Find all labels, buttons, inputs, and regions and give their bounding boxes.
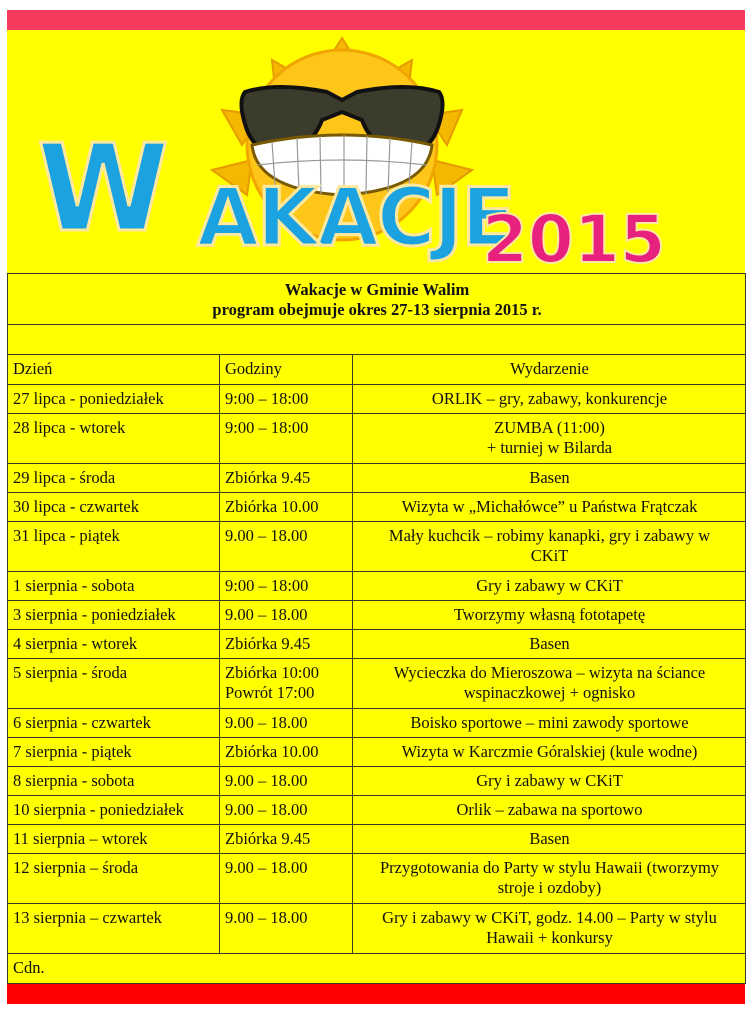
event-line: Gry i zabawy w CKiT [476, 771, 623, 790]
day-cell: 27 lipca - poniedziałek [8, 385, 220, 414]
hours-line: Zbiórka 10.00 [225, 497, 319, 516]
table-row [8, 738, 746, 767]
table-row [8, 493, 746, 522]
hours-cell [220, 464, 353, 493]
title-line2: program obejmuje okres 27-13 sierpnia 2015 r. [212, 300, 542, 319]
hours-line: 9:00 – 18:00 [225, 576, 309, 595]
table-row [8, 414, 746, 464]
hours-line: Powrót 17:00 [225, 683, 315, 702]
hours-cell [220, 825, 353, 854]
day-cell: 11 sierpnia – wtorek [8, 825, 220, 854]
day-cell: 6 sierpnia - czwartek [8, 709, 220, 738]
table-row [8, 522, 746, 572]
hours-line: 9.00 – 18.00 [225, 908, 308, 927]
hours-cell [220, 709, 353, 738]
header-event: Wydarzenie [353, 355, 746, 385]
footer-row [8, 954, 746, 984]
hours-cell [220, 630, 353, 659]
hours-cell [220, 493, 353, 522]
table-row [8, 854, 746, 904]
hours-line: Zbiórka 9.45 [225, 829, 311, 848]
event-line: Tworzymy własną fototapetę [453, 605, 646, 624]
event-line: wspinaczkowej + ognisko [463, 683, 636, 702]
day-cell: 13 sierpnia – czwartek [8, 904, 220, 954]
event-line: Boisko sportowe – mini zawody sportowe [410, 713, 689, 732]
event-line: Wizyta w Karczmie Góralskiej (kule wodne) [401, 742, 698, 761]
event-cell [353, 854, 746, 904]
event-cell [353, 904, 746, 954]
event-cell [353, 414, 746, 464]
event-line: Mały kuchcik – robimy kanapki, gry i zabawy w [388, 526, 711, 545]
title-line1: Wakacje w Gminie Walim [284, 280, 470, 299]
event-cell [353, 630, 746, 659]
event-cell [353, 385, 746, 414]
hours-line: 9:00 – 18:00 [225, 389, 309, 408]
hours-cell [220, 854, 353, 904]
day-cell: 8 sierpnia - sobota [8, 767, 220, 796]
logo-rest: AKACJE [197, 171, 514, 264]
hours-cell [220, 738, 353, 767]
event-cell [353, 825, 746, 854]
event-line: Orlik – zabawa na sportowo [456, 800, 643, 819]
hours-line: 9.00 – 18.00 [225, 858, 308, 877]
schedule-table [7, 273, 746, 984]
table-row [8, 630, 746, 659]
hours-line: Zbiórka 9.45 [225, 634, 311, 653]
hours-cell [220, 767, 353, 796]
hours-cell [220, 385, 353, 414]
day-cell: 30 lipca - czwartek [8, 493, 220, 522]
hours-line: Zbiórka 9.45 [225, 468, 311, 487]
header-hours: Godziny [220, 355, 353, 385]
event-line: Gry i zabawy w CKiT, godz. 14.00 – Party w stylu [382, 908, 717, 927]
event-line: Basen [529, 829, 570, 848]
hours-cell [220, 414, 353, 464]
event-cell [353, 572, 746, 601]
hours-line: 9:00 – 18:00 [225, 418, 309, 437]
event-cell [353, 767, 746, 796]
hours-cell [220, 659, 353, 709]
table-row [8, 709, 746, 738]
poster [7, 10, 745, 1004]
header-day: Dzień [8, 355, 220, 385]
table-row [8, 767, 746, 796]
event-line: Basen [529, 468, 570, 487]
event-line: Przygotowania do Party w stylu Hawaii (tworzymy [379, 858, 720, 877]
day-cell: 4 sierpnia - wtorek [8, 630, 220, 659]
hours-line: Zbiórka 10:00 [225, 663, 319, 682]
hours-line: 9.00 – 18.00 [225, 526, 308, 545]
day-cell: 12 sierpnia – środa [8, 854, 220, 904]
event-cell [353, 464, 746, 493]
sun-logo-icon [7, 30, 745, 273]
event-line: + turniej w Bilarda [486, 438, 613, 457]
table-row [8, 601, 746, 630]
event-line: stroje i ozdoby) [497, 878, 602, 897]
event-line: ZUMBA (11:00) [494, 418, 605, 437]
table-row [8, 904, 746, 954]
hours-cell [220, 522, 353, 572]
hours-line: 9.00 – 18.00 [225, 713, 308, 732]
table-row [8, 572, 746, 601]
event-line: Gry i zabawy w CKiT [476, 576, 623, 595]
hours-cell [220, 601, 353, 630]
continued-note: Cdn. [8, 954, 746, 984]
event-cell [353, 493, 746, 522]
day-cell: 5 sierpnia - środa [8, 659, 220, 709]
logo-year: 2015 [482, 201, 666, 273]
day-cell: 1 sierpnia - sobota [8, 572, 220, 601]
hours-cell [220, 572, 353, 601]
day-cell: 31 lipca - piątek [8, 522, 220, 572]
hours-line: 9.00 – 18.00 [225, 771, 308, 790]
hours-line: Zbiórka 10.00 [225, 742, 319, 761]
bottom-bar [7, 984, 745, 1004]
event-cell [353, 796, 746, 825]
title-row [8, 274, 746, 325]
hours-cell [220, 796, 353, 825]
top-bar [7, 10, 745, 30]
day-cell: 10 sierpnia - poniedziałek [8, 796, 220, 825]
event-cell [353, 522, 746, 572]
banner [7, 30, 745, 273]
logo-w: W [37, 120, 170, 259]
event-cell [353, 709, 746, 738]
table-row [8, 796, 746, 825]
event-cell [353, 738, 746, 767]
event-line: Wycieczka do Mieroszowa – wizyta na ściance [393, 663, 706, 682]
table-row [8, 825, 746, 854]
hours-cell [220, 904, 353, 954]
event-cell [353, 659, 746, 709]
event-line: CKiT [530, 546, 569, 565]
event-line: ORLIK – gry, zabawy, konkurencje [431, 389, 668, 408]
header-row [8, 355, 746, 385]
event-line: Hawaii + konkursy [486, 928, 613, 947]
event-line: Basen [529, 634, 570, 653]
table-row [8, 385, 746, 414]
day-cell: 29 lipca - środa [8, 464, 220, 493]
day-cell: 3 sierpnia - poniedziałek [8, 601, 220, 630]
day-cell: 28 lipca - wtorek [8, 414, 220, 464]
event-cell [353, 601, 746, 630]
event-line: Wizyta w „Michałówce” u Państwa Frątczak [401, 497, 698, 516]
table-row [8, 464, 746, 493]
empty-row [8, 325, 746, 355]
hours-line: 9.00 – 18.00 [225, 605, 308, 624]
hours-line: 9.00 – 18.00 [225, 800, 308, 819]
table-row [8, 659, 746, 709]
day-cell: 7 sierpnia - piątek [8, 738, 220, 767]
